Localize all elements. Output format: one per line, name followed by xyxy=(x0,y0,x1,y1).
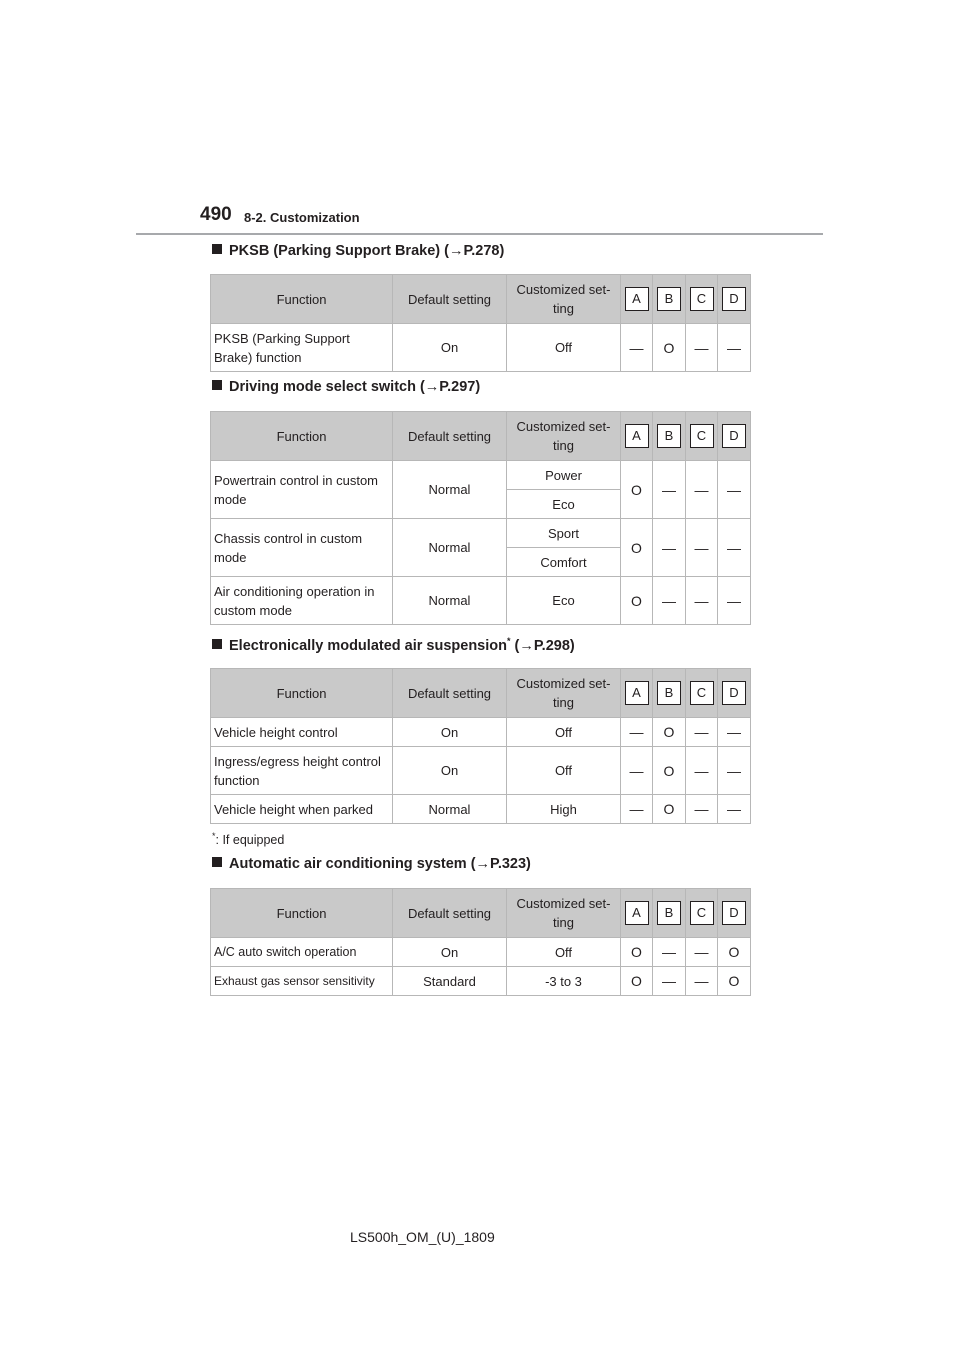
section-title-driving-mode: Driving mode select switch (→P.297) xyxy=(212,379,480,395)
square-bullet-icon xyxy=(212,244,222,254)
table-header-row: Function Default setting Customized set- ting A B C D xyxy=(211,412,751,461)
table-row: Comfort xyxy=(211,548,751,577)
col-function: Function xyxy=(211,275,393,324)
table-header-row: Function Default setting Customized set- ting A B C D xyxy=(211,669,751,718)
table-header-row xyxy=(211,275,751,324)
col-a: A xyxy=(621,275,653,324)
header-rule xyxy=(136,233,823,235)
footnote: *: If equipped xyxy=(212,831,285,848)
table-row: Air conditioning operation in custom mode Normal Eco O — — — xyxy=(211,577,751,625)
table-row: Chassis control in custom mode Normal Sport O — — — xyxy=(211,519,751,548)
table-driving-mode xyxy=(210,411,751,625)
table-row: Powertrain control in custom mode Normal Power O — — — xyxy=(211,461,751,490)
col-default: Default setting xyxy=(393,275,507,324)
col-b: B xyxy=(653,275,686,324)
square-bullet-icon xyxy=(212,639,222,649)
table-header-row: Function Default setting Customized set- ting A B C D xyxy=(211,889,751,938)
table-air-suspension xyxy=(210,668,751,824)
table-pksb xyxy=(210,274,751,372)
col-custom: Customized set- ting xyxy=(507,275,621,324)
table-row: A/C auto switch operation On Off O — — O xyxy=(211,938,751,967)
page-number: 490 xyxy=(200,204,232,225)
table-row: PKSB (Parking Support Brake) function On Off — O — — xyxy=(211,324,751,372)
table-row: Eco xyxy=(211,490,751,519)
footer-document-code: LS500h_OM_(U)_1809 xyxy=(350,1229,495,1245)
col-c: C xyxy=(686,275,718,324)
table-row: Vehicle height when parked Normal High — O — — xyxy=(211,795,751,824)
square-bullet-icon xyxy=(212,380,222,390)
col-d: D xyxy=(718,275,751,324)
section-title-pksb: PKSB (Parking Support Brake) (→P.278) xyxy=(212,243,504,259)
square-bullet-icon xyxy=(212,857,222,867)
table-auto-ac xyxy=(210,888,751,996)
section-title-auto-ac: Automatic air conditioning system (→P.323) xyxy=(212,856,531,872)
table-row: Vehicle height control On Off — O — — xyxy=(211,718,751,747)
section-label: 8-2. Customization xyxy=(244,210,360,225)
table-row: Exhaust gas sensor sensitivity Standard -3 to 3 O — — O xyxy=(211,967,751,996)
section-title-air-suspension: Electronically modulated air suspension* (→P.298) xyxy=(212,636,575,654)
table-row: Ingress/egress height control function On Off — O — — xyxy=(211,747,751,795)
